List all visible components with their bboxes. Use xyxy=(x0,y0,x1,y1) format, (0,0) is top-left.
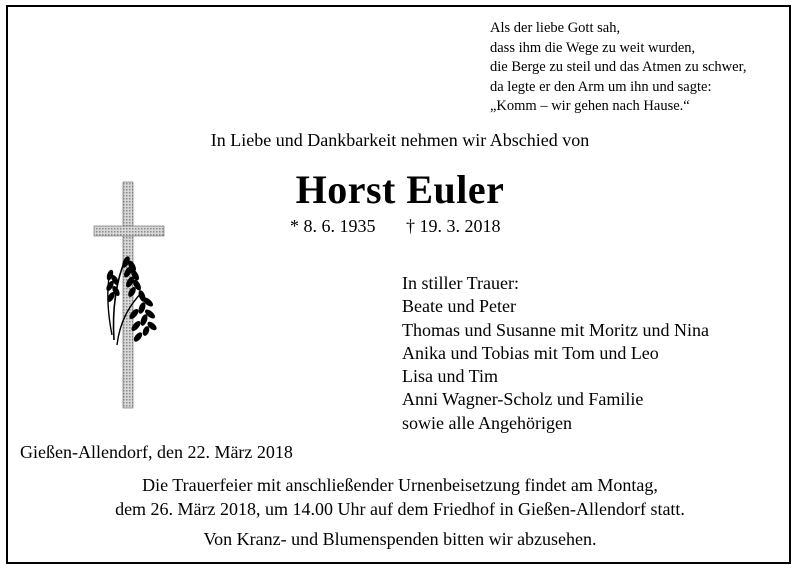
cross-with-wheat-icon xyxy=(90,180,170,410)
funeral-notice-line: dem 26. März 2018, um 14.00 Uhr auf dem Friedhof in Gießen-Allendorf statt. xyxy=(115,499,685,519)
poem-line: da legte er den Arm um ihn und sagte: xyxy=(490,78,712,95)
mourners-list xyxy=(402,272,709,435)
funeral-notice xyxy=(0,473,800,521)
mourner-line: sowie alle Angehörigen xyxy=(402,412,572,433)
birth-date: * 8. 6. 1935 xyxy=(290,216,376,236)
poem-line: Als der liebe Gott sah, xyxy=(490,20,621,36)
mourner-line: Lisa und Tim xyxy=(402,366,499,387)
death-date: † 19. 3. 2018 xyxy=(406,216,501,236)
funeral-notice-line: Die Trauerfeier mit anschließender Urnenbeisetzung findet am Montag, xyxy=(142,475,658,495)
mourners-heading: In stiller Trauer: xyxy=(402,273,519,293)
mourner-line: Thomas und Susanne mit Moritz und Nina xyxy=(402,319,709,340)
mourner-line: Anika und Tobias mit Tom und Leo xyxy=(402,342,659,363)
mourner-line: Beate und Peter xyxy=(402,296,516,317)
poem-line: dass ihm die Wege zu weit wurden, xyxy=(490,39,696,56)
deceased-name: Horst Euler xyxy=(295,167,505,212)
intro-text: In Liebe und Dankbarkeit nehmen wir Abschied von xyxy=(210,130,590,150)
poem-line: die Berge zu steil und das Atmen zu schwer, xyxy=(490,59,747,75)
poem xyxy=(490,19,746,117)
mourner-line: Anni Wagner-Scholz und Familie xyxy=(402,389,644,410)
life-dates xyxy=(290,216,501,237)
place-date: Gießen-Allendorf, den 22. März 2018 xyxy=(20,442,293,462)
poem-line: „Komm – wir gehen nach Hause.“ xyxy=(490,98,690,114)
flowers-note: Von Kranz- und Blumenspenden bitten wir abzusehen. xyxy=(203,529,597,549)
